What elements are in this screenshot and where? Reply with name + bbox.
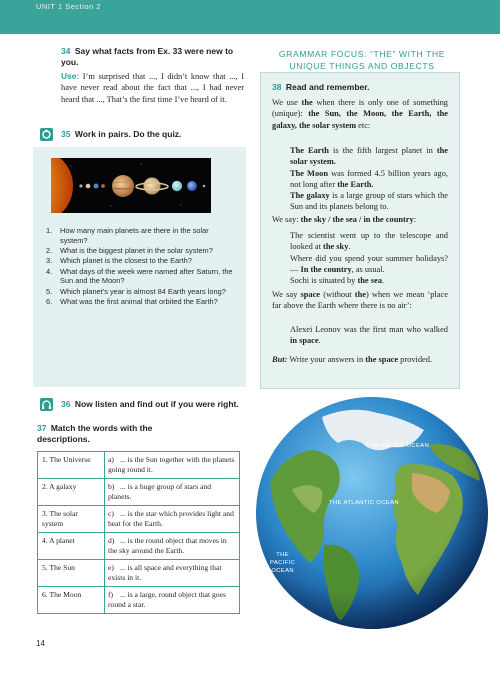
match-desc-cell	[105, 506, 240, 533]
match-letter: e)	[108, 563, 114, 572]
match-letter: f)	[108, 590, 114, 599]
match-desc: ... is the star which provides light and heat for the Earth.	[108, 509, 234, 528]
ex34-number: 34	[61, 46, 71, 56]
table-row	[38, 533, 240, 560]
ex36-heading	[61, 399, 239, 410]
pacific-label-line: PACIFIC	[270, 560, 296, 566]
quiz-question: What days of the week were named after Saturn, the Sun and the Moon?	[60, 266, 233, 286]
ex34-use-text	[61, 71, 244, 105]
quiz-item	[46, 287, 236, 297]
quiz-question: What was the first animal that orbited the Earth?	[60, 297, 218, 307]
match-letter: b)	[108, 482, 115, 491]
quiz-question: How many main planets are there in the solar system?	[60, 226, 209, 245]
ex37-heading	[37, 423, 157, 445]
ex37-number: 37	[37, 423, 47, 433]
match-word: 1. The Universe	[38, 452, 105, 479]
quiz-number: 3.	[46, 256, 53, 266]
quiz-number: 1.	[46, 226, 53, 235]
match-desc-cell	[105, 533, 240, 560]
quiz-item	[46, 246, 236, 256]
example-earth: The Earth is the fifth largest planet in the solar system.	[290, 146, 448, 167]
match-desc-cell	[105, 587, 240, 614]
earth-globe-image	[252, 395, 492, 635]
match-desc: ... is all space and everything that exists in it.	[108, 563, 222, 582]
ex35-heading	[61, 129, 181, 140]
ex34-heading	[61, 46, 246, 68]
match-desc-cell	[105, 452, 240, 479]
match-desc: ... is a large, round object that goes round a star.	[108, 590, 226, 609]
match-word: 6. The Moon	[38, 587, 105, 614]
quiz-number: 5.	[46, 286, 53, 296]
match-desc: ... is the round object that moves in the sky around the Earth.	[108, 536, 227, 555]
unit-label: UNIT 1 Section 2	[36, 2, 101, 11]
example-moon: The Moon was formed 4.5 billion years ago, not long after the Earth.	[290, 168, 448, 189]
table-row	[38, 506, 240, 533]
ex38-number: 38	[272, 82, 282, 92]
ex36-title: Now listen and find out if you were right.	[74, 399, 239, 409]
rule-example-space: Alexei Leonov was the first man who walked in space.	[290, 325, 448, 346]
grammar-focus-title	[262, 49, 462, 72]
example-galaxy: The galaxy is a large group of stars which the Sun and its planets belong to.	[290, 191, 448, 212]
rule-paragraph-2: We say: the sky / the sea / in the country:	[272, 215, 417, 224]
pair-work-icon	[40, 128, 53, 141]
rule-but-note: But: Write your answers in the space provided.	[272, 355, 433, 364]
match-desc-cell	[105, 479, 240, 506]
grammar-title-line1: GRAMMAR FOCUS: “THE” WITH THE	[278, 49, 446, 59]
but-label: But:	[272, 355, 288, 364]
example-country: Where did you spend your summer holidays? — In the country, as usual.	[290, 253, 448, 274]
match-desc-cell	[105, 560, 240, 587]
table-row	[38, 479, 240, 506]
table-row	[38, 560, 240, 587]
quiz-question: Which planet is the closest to the Earth?	[60, 256, 192, 266]
solar-system-image	[51, 158, 211, 213]
quiz-item	[46, 267, 236, 287]
rule-examples-2	[290, 230, 448, 286]
match-word: 2. A galaxy	[38, 479, 105, 506]
headphones-icon	[40, 398, 53, 411]
atlantic-ocean-label: THE ATLANTIC OCEAN	[329, 500, 399, 506]
match-word: 3. The solar system	[38, 506, 105, 533]
rule-paragraph-1: We use the when there is only one of something (unique): the Sun, the Moon, the Earth, the galaxy, the solar system etc:	[272, 98, 448, 130]
match-desc: ... is a huge group of stars and planets.	[108, 482, 212, 501]
quiz-number: 2.	[46, 246, 53, 256]
use-label: Use:	[61, 71, 80, 81]
grammar-title-line2: UNIQUE THINGS AND OBJECTS	[289, 60, 435, 71]
match-desc: ... is the Sun together with the planets going round it.	[108, 455, 235, 474]
match-word: 4. A planet	[38, 533, 105, 560]
arctic-ocean-label: THE ARCTIC OCEAN	[366, 443, 430, 449]
match-table	[37, 451, 240, 614]
quiz-question: What is the biggest planet in the solar system?	[60, 246, 213, 256]
example-sea: Sochi is situated by the sea.	[290, 276, 384, 286]
quiz-item	[46, 226, 236, 246]
quiz-item	[46, 256, 236, 266]
quiz-number: 4.	[46, 266, 53, 276]
quiz-question: Which planet’s year is almost 84 Earth years long?	[60, 286, 226, 296]
ex38-heading	[272, 82, 369, 93]
ex35-number: 35	[61, 129, 71, 139]
pacific-label-line: THE	[276, 552, 290, 558]
top-bar	[0, 0, 500, 34]
match-letter: c)	[108, 509, 114, 518]
match-letter: d)	[108, 536, 115, 545]
use-phrases: I’m surprised that ..., I didn’t know that ..., I have never read about the fact that ..., I had never heard that ..., That’s the first time I’ve heard of it.	[61, 72, 244, 104]
ex34-title: Say what facts from Ex. 33 were new to you.	[61, 46, 234, 67]
table-row	[38, 587, 240, 614]
quiz-item	[46, 297, 236, 307]
rule-paragraph-3: We say space (without the) when we mean ‘place far above the Earth where there is no air’:	[272, 290, 448, 311]
example-sky: The scientist went up to the telescope and looked at the sky.	[290, 231, 448, 252]
ex36-number: 36	[61, 399, 71, 409]
quiz-number: 6.	[46, 297, 53, 307]
match-word: 5. The Sun	[38, 560, 105, 587]
ex35-title: Work in pairs. Do the quiz.	[74, 129, 182, 139]
ex38-title: Read and remember.	[285, 82, 370, 92]
quiz-list	[46, 226, 236, 307]
pacific-ocean-label	[270, 551, 295, 575]
rule-examples-1	[290, 145, 448, 213]
table-row	[38, 452, 240, 479]
page-number: 14	[36, 639, 45, 648]
pacific-label-line: OCEAN	[271, 568, 294, 574]
ex37-title: Match the words with the descriptions.	[37, 423, 153, 444]
match-letter: a)	[108, 455, 114, 464]
